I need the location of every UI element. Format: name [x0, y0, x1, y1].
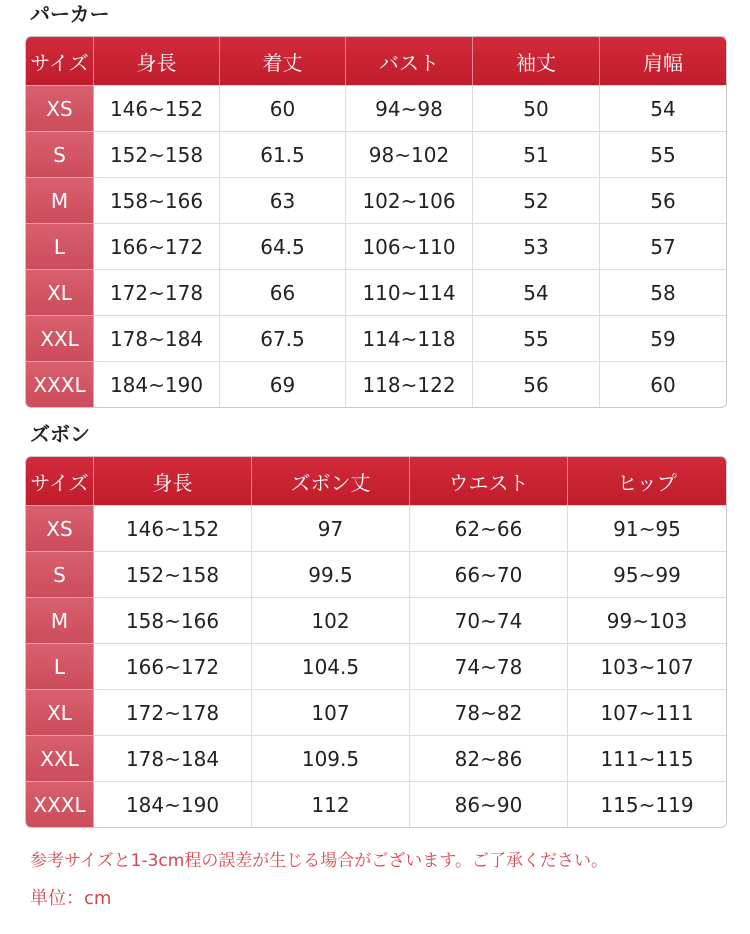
table-cell: 107~111 [568, 689, 726, 735]
table-cell: 111~115 [568, 735, 726, 781]
table-cell: 66~70 [410, 551, 568, 597]
table-cell: 178~184 [94, 315, 220, 361]
table-cell: 60 [600, 361, 726, 407]
size-label: XL [26, 689, 94, 735]
size-label: M [26, 177, 94, 223]
table-cell: 59 [600, 315, 726, 361]
table-cell: 56 [600, 177, 726, 223]
table-cell: 172~178 [94, 689, 252, 735]
table-row [26, 223, 726, 269]
table-row [26, 781, 726, 827]
table-cell: 178~184 [94, 735, 252, 781]
header-height: 身長 [94, 37, 220, 85]
table-cell: 95~99 [568, 551, 726, 597]
table-header-row [26, 457, 726, 505]
table-row [26, 551, 726, 597]
table-cell: 61.5 [220, 131, 346, 177]
size-label: L [26, 643, 94, 689]
parka-size-table [25, 36, 727, 408]
table-cell: 107 [252, 689, 410, 735]
table-cell: 112 [252, 781, 410, 827]
table-header-row [26, 37, 726, 85]
table-cell: 69 [220, 361, 346, 407]
table-cell: 55 [600, 131, 726, 177]
table-cell: 118~122 [346, 361, 473, 407]
pants-section-title: ズボン [30, 422, 90, 446]
table-cell: 86~90 [410, 781, 568, 827]
table-row [26, 361, 726, 407]
table-cell: 104.5 [252, 643, 410, 689]
size-note: 参考サイズと1-3cm程の誤差が生じる場合がございます。ご了承ください。 [30, 851, 608, 871]
table-row [26, 315, 726, 361]
table-cell: 78~82 [410, 689, 568, 735]
table-row [26, 269, 726, 315]
table-cell: 50 [473, 85, 600, 131]
table-cell: 94~98 [346, 85, 473, 131]
table-cell: 52 [473, 177, 600, 223]
size-label: XXL [26, 735, 94, 781]
table-cell: 110~114 [346, 269, 473, 315]
table-cell: 99.5 [252, 551, 410, 597]
header-size: サイズ [26, 37, 94, 85]
table-cell: 102 [252, 597, 410, 643]
header-sleeve: 袖丈 [473, 37, 600, 85]
header-waist: ウエスト [410, 457, 568, 505]
table-cell: 184~190 [94, 361, 220, 407]
table-cell: 98~102 [346, 131, 473, 177]
header-shoulder: 肩幅 [600, 37, 726, 85]
table-cell: 106~110 [346, 223, 473, 269]
size-label: XXXL [26, 361, 94, 407]
table-cell: 63 [220, 177, 346, 223]
table-cell: 57 [600, 223, 726, 269]
table-cell: 103~107 [568, 643, 726, 689]
table-cell: 109.5 [252, 735, 410, 781]
pants-size-table [25, 456, 727, 828]
size-label: M [26, 597, 94, 643]
table-cell: 152~158 [94, 551, 252, 597]
table-row [26, 689, 726, 735]
table-cell: 172~178 [94, 269, 220, 315]
table-cell: 70~74 [410, 597, 568, 643]
header-hip: ヒップ [568, 457, 726, 505]
table-cell: 74~78 [410, 643, 568, 689]
size-label: XS [26, 505, 94, 551]
table-cell: 115~119 [568, 781, 726, 827]
table-cell: 91~95 [568, 505, 726, 551]
size-label: XXL [26, 315, 94, 361]
table-cell: 82~86 [410, 735, 568, 781]
table-cell: 54 [473, 269, 600, 315]
table-cell: 51 [473, 131, 600, 177]
header-height: 身長 [94, 457, 252, 505]
table-cell: 166~172 [94, 643, 252, 689]
table-cell: 99~103 [568, 597, 726, 643]
header-length: 着丈 [220, 37, 346, 85]
table-row [26, 735, 726, 781]
table-cell: 166~172 [94, 223, 220, 269]
size-label: XXXL [26, 781, 94, 827]
table-cell: 114~118 [346, 315, 473, 361]
table-cell: 146~152 [94, 505, 252, 551]
parka-section-title: パーカー [30, 2, 110, 26]
table-cell: 53 [473, 223, 600, 269]
table-row [26, 597, 726, 643]
size-label: XS [26, 85, 94, 131]
table-row [26, 85, 726, 131]
size-label: S [26, 551, 94, 597]
table-cell: 58 [600, 269, 726, 315]
table-row [26, 131, 726, 177]
table-cell: 67.5 [220, 315, 346, 361]
header-bust: バスト [346, 37, 473, 85]
table-cell: 64.5 [220, 223, 346, 269]
table-cell: 184~190 [94, 781, 252, 827]
table-cell: 158~166 [94, 597, 252, 643]
header-pants-length: ズボン丈 [252, 457, 410, 505]
table-cell: 56 [473, 361, 600, 407]
table-row [26, 505, 726, 551]
table-row [26, 643, 726, 689]
size-label: S [26, 131, 94, 177]
table-cell: 62~66 [410, 505, 568, 551]
table-cell: 152~158 [94, 131, 220, 177]
unit-label: 単位：cm [30, 888, 112, 909]
table-cell: 146~152 [94, 85, 220, 131]
table-cell: 158~166 [94, 177, 220, 223]
table-cell: 60 [220, 85, 346, 131]
table-cell: 54 [600, 85, 726, 131]
size-label: XL [26, 269, 94, 315]
size-label: L [26, 223, 94, 269]
table-row [26, 177, 726, 223]
table-cell: 97 [252, 505, 410, 551]
header-size: サイズ [26, 457, 94, 505]
table-cell: 102~106 [346, 177, 473, 223]
table-cell: 66 [220, 269, 346, 315]
table-cell: 55 [473, 315, 600, 361]
